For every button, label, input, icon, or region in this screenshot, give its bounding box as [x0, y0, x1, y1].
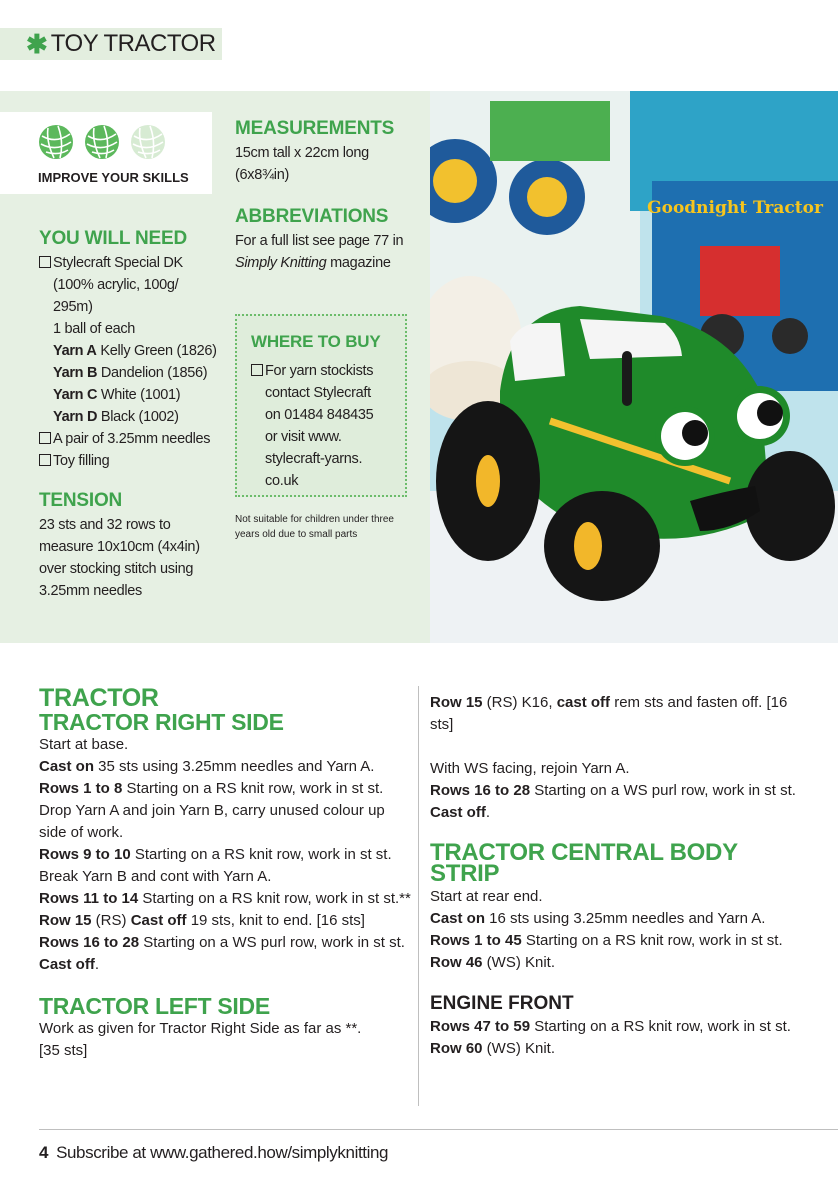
checkbox-icon — [39, 454, 51, 466]
tractor-photo — [430, 91, 838, 643]
instruction-line: Row 60 (WS) Knit. — [430, 1040, 556, 1057]
subsection-heading: TRACTOR CENTRAL BODY STRIP — [430, 839, 738, 887]
instruction-line: [35 sts] — [39, 1042, 88, 1059]
yarn-ball-icon — [84, 124, 120, 160]
you-will-need-heading: YOU WILL NEED — [39, 228, 187, 249]
instruction-line: Rows 9 to 10 Starting on a RS knit row, work in st st. Break Yarn B and cont with Yarn A. — [39, 846, 392, 885]
section-tag — [0, 28, 222, 60]
footer-text: Subscribe at www.gathered.how/simplyknitting — [56, 1143, 389, 1162]
yarn-item: Yarn C White (1001) — [53, 387, 181, 403]
instruction-line: Rows 47 to 59 Starting on a RS knit row, work in st st. — [430, 1018, 791, 1035]
materials-list: Stylecraft Special DK (100% acrylic, 100g/ 295m) 1 ball of each Yarn A Kelly Green (1826) Yarn B Dandelion (1856) Yarn C White (1001) Yarn D Black (1002) A pair of 3.25mm needles Toy filling — [39, 252, 229, 472]
checkbox-icon — [39, 256, 51, 268]
subsection-heading: ENGINE FRONT — [430, 993, 574, 1014]
subsection-heading: TRACTOR LEFT SIDE — [39, 993, 270, 1019]
where-to-buy-box — [235, 314, 407, 497]
instruction-line: Work as given for Tractor Right Side as far as **. — [39, 1020, 362, 1037]
yarn-item: Yarn A Kelly Green (1826) — [53, 343, 217, 359]
asterisk-icon: ✱ — [26, 29, 48, 59]
yarn-ball-icon — [38, 124, 74, 160]
magazine-name: Simply Knitting — [235, 255, 327, 271]
measurements-section — [235, 118, 420, 274]
instruction-line: Cast on 16 sts using 3.25mm needles and Yarn A. — [430, 910, 766, 927]
instruction-line: Cast on 35 sts using 3.25mm needles and Yarn A. — [39, 758, 375, 775]
knitted-tractor-image — [430, 91, 838, 643]
skill-level-box — [0, 112, 212, 194]
instruction-line: Rows 1 to 45 Starting on a RS knit row, work in st st. — [430, 932, 783, 949]
safety-note: Not suitable for children under three years old due to small parts — [235, 514, 394, 540]
yarn-ball-outline-icon — [130, 124, 166, 160]
you-will-need-section — [39, 228, 229, 602]
footer-divider — [39, 1129, 838, 1130]
page-number: 4 — [39, 1143, 49, 1162]
instructions-right-column — [430, 692, 810, 1060]
instruction-line: Start at base. — [39, 736, 129, 753]
yarn-item: Yarn D Black (1002) — [53, 409, 179, 425]
checkbox-icon — [39, 432, 51, 444]
tension-heading: TENSION — [39, 490, 123, 511]
abbreviations-heading: ABBREVIATIONS — [235, 206, 389, 227]
tension-text: 23 sts and 32 rows to measure 10x10cm (4x4in) over stocking stitch using 3.25mm needles — [39, 517, 200, 599]
subsection-heading: TRACTOR RIGHT SIDE — [39, 709, 284, 735]
measurements-text: 15cm tall x 22cm long (6x8¾in) — [235, 145, 369, 183]
instructions-left-column — [39, 686, 411, 1062]
instruction-line: Row 46 (WS) Knit. — [430, 954, 556, 971]
page-title: TOY TRACTOR — [50, 30, 216, 57]
instruction-line: Row 15 (RS) Cast off 19 sts, knit to end. [16 sts] — [39, 912, 365, 929]
footer — [39, 1143, 388, 1163]
section-heading: TRACTOR — [39, 684, 159, 712]
book-title: Goodnight Tractor — [647, 198, 823, 218]
instruction-line: Cast off. — [39, 956, 100, 973]
yarn-item: Yarn B Dandelion (1856) — [53, 365, 208, 381]
instruction-line: Rows 1 to 8 Starting on a RS knit row, work in st st. Drop Yarn A and join Yarn B, carry unused colour up side of work. — [39, 780, 385, 841]
instruction-line: With WS facing, rejoin Yarn A. — [430, 760, 630, 777]
column-divider — [418, 686, 419, 1106]
where-to-buy-text: For yarn stockists contact Stylecraft on 01484 848435 or visit www. stylecraft-yarns. co.uk — [251, 360, 397, 492]
checkbox-icon — [251, 364, 263, 376]
instruction-line: Rows 16 to 28 Starting on a WS purl row, work in st st. — [39, 934, 405, 951]
skill-level-rating — [38, 124, 166, 160]
instruction-line: Row 15 (RS) K16, cast off rem sts and fasten off. [16 sts] — [430, 694, 788, 733]
where-to-buy-heading: WHERE TO BUY — [251, 332, 381, 351]
abbreviations-text: For a full list see page 77 in Simply Knitting magazine — [235, 233, 404, 271]
instruction-line: Rows 16 to 28 Starting on a WS purl row, work in st st. — [430, 782, 796, 799]
instruction-line: Rows 11 to 14 Starting on a RS knit row, work in st st.** — [39, 890, 411, 907]
instruction-line: Start at rear end. — [430, 888, 543, 905]
instruction-line: Cast off. — [430, 804, 491, 821]
skill-level-label: IMPROVE YOUR SKILLS — [38, 170, 189, 185]
measurements-heading: MEASUREMENTS — [235, 118, 395, 139]
